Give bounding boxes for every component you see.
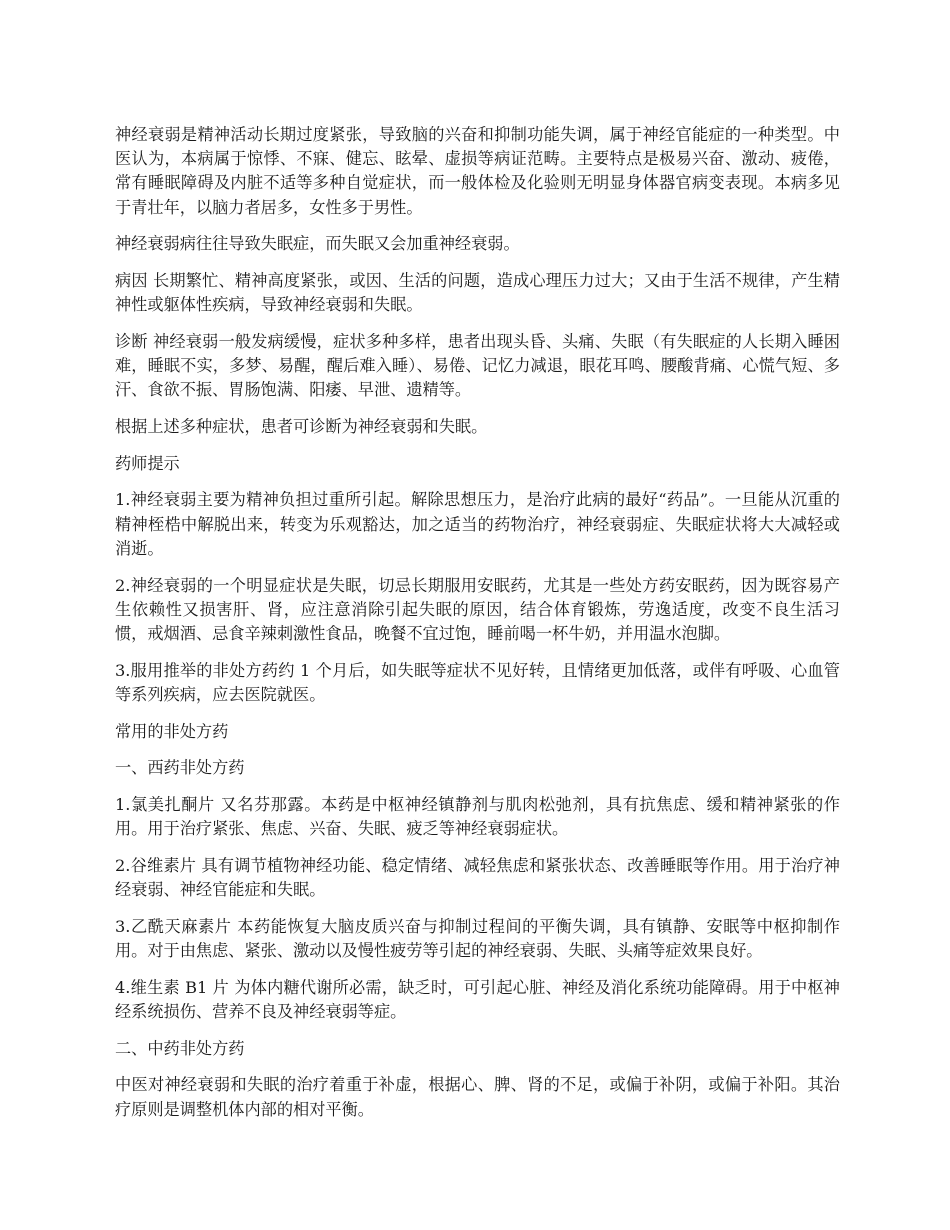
insomnia-relation-paragraph: 神经衰弱病往往导致失眠症，而失眠又会加重神经衰弱。 [115, 234, 520, 254]
chinese-medicine-paragraph: 中医对神经衰弱和失眠的治疗着重于补虚，根据心、脾、肾的不足，或偏于补阴，或偏于补阳。其治疗原则是调整机体内部的相对平衡。 [115, 1075, 840, 1119]
diagnosis-paragraph: 诊断 神经衰弱一般发病缓慢，症状多种多样，患者出现头昏、头痛、失眠（有失眠症的人长期入睡困难，睡眠不实，多梦、易醒，醒后难入睡）、易倦、记忆力减退，眼花耳鸣、腰酸背痛、心慌气短、多汗、食欲不振、胃肠饱满、阳痿、早泄、遗精等。 [115, 331, 840, 400]
western-drug-2-paragraph: 2.谷维素片 具有调节植物神经功能、稳定情绪、减轻焦虑和紧张状态、改善睡眠等作用。用于治疗神经衰弱、神经官能症和失眠。 [115, 855, 840, 900]
chinese-otc-heading: 二、中药非处方药 [115, 1038, 245, 1058]
tip-1-paragraph: 1.神经衰弱主要为精神负担过重所引起。解除思想压力，是治疗此病的最好“药品”。一旦能从沉重的精神桎梏中解脱出来，转变为乐观豁达，加之适当的药物治疗，神经衰弱症、失眠症状将大大减轻或消逝。 [115, 490, 840, 558]
cause-paragraph: 病因 长期繁忙、精神高度紧张，或因、生活的问题，造成心理压力过大；又由于生活不规律，产生精神性或躯体性疾病，导致神经衰弱和失眠。 [115, 271, 840, 315]
western-drug-4-paragraph: 4.维生素 B1 片 为体内糖代谢所必需，缺乏时，可引起心脏、神经及消化系统功能障碍。用于中枢神经系统损伤、营养不良及神经衰弱等症。 [115, 977, 840, 1021]
pharmacist-tips-heading: 药师提示 [115, 453, 180, 473]
western-otc-heading: 一、西药非处方药 [115, 758, 245, 778]
tip-2-paragraph: 2.神经衰弱的一个明显症状是失眠，切忌长期服用安眠药，尤其是一些处方药安眠药，因为既容易产生依赖性又损害肝、肾，应注意消除引起失眠的原因，结合体育锻炼，劳逸适度，改变不良生活习惯，戒烟酒、忌食辛辣刺激性食品，晚餐不宜过饱，睡前喝一杯牛奶，并用温水泡脚。 [115, 575, 840, 643]
tip-3-paragraph: 3.服用推举的非处方药约 1 个月后，如失眠等症状不见好转，且情绪更加低落，或伴有呼吸、心血管等系列疾病，应去医院就医。 [115, 660, 840, 704]
western-drug-3-paragraph: 3.乙酰天麻素片 本药能恢复大脑皮质兴奋与抑制过程间的平衡失调，具有镇静、安眠等中枢抑制作用。对于由焦虑、紧张、激动以及慢性疲劳等引起的神经衰弱、失眠、头痛等症效果良好。 [115, 916, 840, 960]
document-page [115, 123, 840, 1134]
intro-paragraph: 神经衰弱是精神活动长期过度紧张，导致脑的兴奋和抑制功能失调，属于神经官能症的一种类型。中医认为，本病属于惊悸、不寐、健忘、眩晕、虚损等病证范畴。主要特点是极易兴奋、激动、疲倦，常有睡眠障碍及内脏不适等多种自觉症状，而一般体检及化验则无明显身体器官病变表现。本病多见于青壮年，以脑力者居多，女性多于男性。 [115, 125, 840, 217]
western-drug-1-paragraph: 1.氯美扎酮片 又名芬那露。本药是中枢神经镇静剂与肌肉松弛剂，具有抗焦虑、缓和精神紧张的作用。用于治疗紧张、焦虑、兴奋、失眠、疲乏等神经衰弱症状。 [115, 794, 840, 839]
otc-drugs-heading: 常用的非处方药 [115, 721, 229, 741]
diagnosis-conclusion-paragraph: 根据上述多种症状，患者可诊断为神经衰弱和失眠。 [115, 417, 488, 437]
